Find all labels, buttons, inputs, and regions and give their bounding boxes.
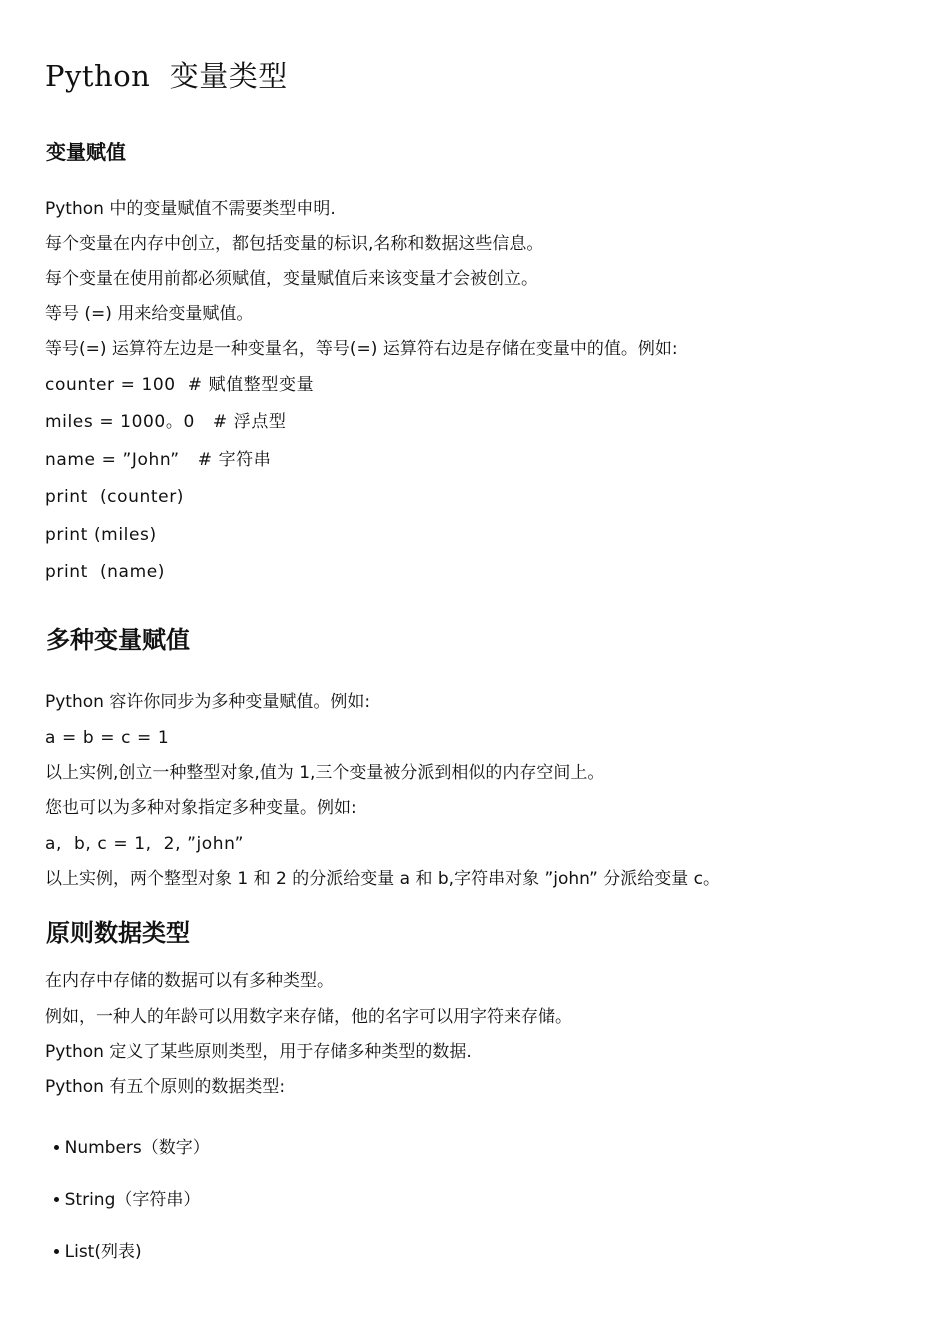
bullet-icon xyxy=(54,1197,59,1202)
code-line: counter = 100 # 赋值整型变量 xyxy=(45,375,315,395)
code-line: miles = 1000。0 # 浮点型 xyxy=(45,412,287,432)
code-line: a = b = c = 1 xyxy=(45,728,170,748)
paragraph-line: 以上实例，两个整型对象 1 和 2 的分派给变量 a 和 b,字符串对象 ”john” 分派给变量 c。 xyxy=(45,869,720,889)
paragraph-line: 您也可以为多种对象指定多种变量。例如: xyxy=(45,798,357,818)
paragraph-line: 等号(=) 运算符左边是一种变量名，等号(=) 运算符右边是存储在变量中的值。例如: xyxy=(45,339,678,359)
section-heading-standard-data-types: 原则数据类型 xyxy=(46,918,190,947)
paragraph-line: 每个变量在内存中创立，都包括变量的标识,名称和数据这些信息。 xyxy=(45,234,544,254)
paragraph-line: Python 容许你同步为多种变量赋值。例如: xyxy=(45,692,371,712)
paragraph-line: 等号 (=) 用来给变量赋值。 xyxy=(45,304,254,324)
paragraph-line: Python 定义了某些原则类型，用于存储多种类型的数据. xyxy=(45,1042,472,1062)
paragraph-line: Python 中的变量赋值不需要类型申明. xyxy=(45,199,336,219)
paragraph-line: 每个变量在使用前都必须赋值，变量赋值后来该变量才会被创立。 xyxy=(45,269,538,289)
code-line: print (counter) xyxy=(45,487,185,507)
paragraph-line: Python 有五个原则的数据类型: xyxy=(45,1077,286,1097)
list-item-label: List(列表) xyxy=(64,1242,142,1262)
list-item-label: String（字符串） xyxy=(64,1190,201,1210)
paragraph-line: 在内存中存储的数据可以有多种类型。 xyxy=(45,971,334,991)
paragraph-line: 以上实例,创立一种整型对象,值为 1,三个变量被分派到相似的内存空间上。 xyxy=(45,763,605,783)
code-line: print (miles) xyxy=(45,525,157,545)
bullet-icon xyxy=(54,1145,59,1150)
code-line: name = ”John” # 字符串 xyxy=(45,450,272,470)
code-line: a, b, c = 1, 2, ”john” xyxy=(45,834,245,854)
section-heading-variable-assignment: 变量赋值 xyxy=(46,140,126,164)
section-heading-multiple-assignment: 多种变量赋值 xyxy=(46,625,190,654)
page-title: Python 变量类型 xyxy=(45,59,288,93)
list-item-label: Numbers（数字） xyxy=(64,1138,210,1158)
paragraph-line: 例如，一种人的年龄可以用数字来存储，他的名字可以用字符来存储。 xyxy=(45,1007,572,1027)
list-item xyxy=(32,1219,142,1285)
code-line: print (name) xyxy=(45,562,166,582)
bullet-icon xyxy=(54,1249,59,1254)
